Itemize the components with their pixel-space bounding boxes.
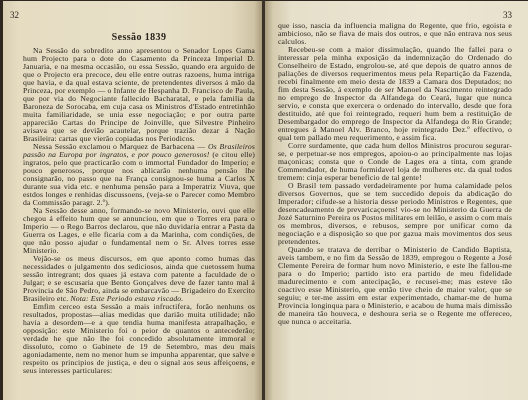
paragraph (23, 303, 255, 375)
section-heading: Sessão 1839 (111, 32, 167, 43)
italic-note: Nota: Este Periodo estava riscado. (70, 294, 184, 303)
paragraph-text: Vejão-se os meus discursos, em que aponto como humas das necessidades o julgamento dos sediciosos, ainda que cuetossem huma sessão intregrant; dos quaes já estava com patente a faculdade de o Julgar; e se escusaria que Bento Gonçalves deve de fazer tanto mal á Provincia de São Pedro, ainda se embarcavão — Brigadeiro do Exercito Brasileiro etc. (23, 254, 255, 303)
paragraph (278, 246, 512, 326)
paragraph-text: O Brasil tem passado verdadeiramente por huma calamidade pelos diversos Governos, que se tem succedido depois da abdicação do Imperador; cifude-se a historia desse periodo Ministros e Regentes, que desencadeamento de prevaricaçoens! vio-se no Ministerio da Guerra de Jozé Saturnino Pereira os Postos militares em leilão, e assim o com mais os membros, diversos, e rebusos, sempre por unificar como da negociação e a disposição so que por gazua mais movimentos dos seus pretendentes. (278, 181, 512, 246)
paragraph (23, 47, 255, 143)
page-number: 33 (503, 10, 512, 20)
paragraph-text: (e citou elle) ingratos, pelo que practicarão com o immortal Fundador do Imperio; e pouco generosos, porque nos ablicarão nenhuma pensão lhe consignarão, no passo que na França consignou-se huma a Carlos X durante sua vida etc. e nenhuma pensão para a Imperatriz Viuva, que estdos longes e renhidas discussoens, (veja-se o Parecer como Membro da Commissão paragr. 2.º). (23, 150, 255, 207)
right-text-block (278, 22, 512, 326)
left-text-block (23, 47, 255, 375)
paragraph-continuation (278, 22, 512, 46)
paragraph (23, 143, 255, 207)
paragraph-text: Emfim cerceo esta Sessão a mais infructifera, forão nenhuns os resultados, propostas—alias medidas que darião muita utilidade; não havia a desordem—e a que tendia huma manifesta atrapalhação, e opposição: este Ministerio foi o peior de quantos o antecederão; verdade he que não lhe foi concedido absolutamente immoral e dissoluto, como o Gabinete de 19 de Setembro, mas deu mais agoniadamente, nem no menor hum se impunha apparentar, que salve e respeito os principios de justiça, e deu o signal aos seus affeiçoens, e seus interesses particulares: (23, 302, 255, 375)
paragraph (278, 46, 512, 142)
page-number: 32 (10, 10, 19, 20)
paragraph-text: Corre surdamente, que cada hum dellos Ministros procurou segurar-se, e perpetuar-se nos empregos, apoiou-o ao principalmente nas lojas maçonicas; consta que o Conde de Lages era a tinta, com grande Commendador, de huma formidavel loja de mulheres etc. da qual todos tremem: cinja esperar beneficio de tal gente! (278, 141, 512, 182)
left-page (3, 1, 262, 400)
italic-quote: Os Brasileiros passão na Europa por ingratos, e por pouco generosos! (23, 142, 256, 159)
paragraph-text: Na Sessão do sobredito anno apresentou o Senador Lopes Gama hum Projecto para o dote do Casamento da Princeza Imperial D. Januaria, e na mesma occasião, ou essa Sessão, quando era arguido de que o Projecto era precoce, deu elle entre outras razoens, huma intriga que havia, e da qual estava sciente, de pretendentes diversos á mão da Princeza, por exemplo — o Infante de Hespanha D. Francisco de Paula, que por via do Negociante fallecido Bacharatal, e pela familia da Baroneza de Sorocaba, em cuja casa os Ministros d'Estado entretinhão muita familiaridade, se unia esse negociação; e por outra parte apparecião Cartas do Principe de Joinville, que Silvestre Pinheiro avisava que se devião acautelar, porque trazião dezar á Nação Brasileira: cartas que vierão copiadas nos Periodicos. (23, 46, 255, 143)
paragraph-text: Recebeu-se com a maior dissimulação, quando lhe fallei para o interessar pela minha exposição da indemnização do Ordenado do Conselheiro de Estado, engrolou-se, até que depois de quatro annos de paliações de diversos requerimentos meus pela Repartição da Fazenda, recebi finalmente em meio desta de 1839 a Camara dos Deputados; no fim desta Sessão, á exemplo de ser Manoel da Nascimento reintegrado no emprego de Inspector da Alfandega do Ceará, lugar que nunca servio, e consta que exercera o ordenado do intervallo, desde que fora destituido, até que foi reintegrado, requeri hum bem a restituição de Desembargador do emprego de Inspector da Alfandega do Rio Grande; entregues á Manoel Alv. Branco, hoje reintegrado Dez.º effectivo, o qual tem pallado meu requerimento, e assim fica. (278, 45, 512, 142)
paragraph-text: Quando se tratava de derribar o Ministerio de Candido Baptista, aveis tambem, e no fim da Sessão de 1839, empregou o Regente a José Clemente Pereira de formar hum novo Ministerio, e este lhe fallou-me para o do Imperio; partido isto era partido de meu fidelidade madurecimento e com antecipação, e recusei-me; mas esteve tão coactivo esse Ministerio, que então tive cheio de maior valor, que se seguiu; e ter-me assim em estar experimentado, chamar-me de huma Provincia longinqua para o Ministerio, e acabou de huma mais dimissão de maneira tão houveca, e deshoura seria se o Regente me offereceo, que nunca o acceitaria. (278, 245, 512, 326)
paragraph (278, 142, 512, 182)
paragraph (23, 207, 255, 255)
paragraph-text: Na Sessão desse anno, formando-se novo Ministerio, ouvi que elle chegou á effeito hum que se annunciou, em que o Torres era para o Imperio — o Rego Barros declarou, que não duvidaria entrar a Pasta da Guerra os Lages, e elle ficaria com a da Marinha, com condições, de que não posso ajudar o fundamental nem o Sr. Alves torres esse Ministerio. (23, 206, 255, 255)
paragraph-text: que isso, nascia da influencia maligna do Regente, que frio, egoista e ambicioso, não se fiava de mais dos outros, e que não entrava nos seus calculos. (278, 21, 512, 46)
paragraph-text: Nessa Sessão exclamou o Marquez de Barbacena — (33, 142, 208, 151)
right-page (265, 1, 528, 400)
paragraph (278, 182, 512, 246)
paragraph (23, 255, 255, 303)
